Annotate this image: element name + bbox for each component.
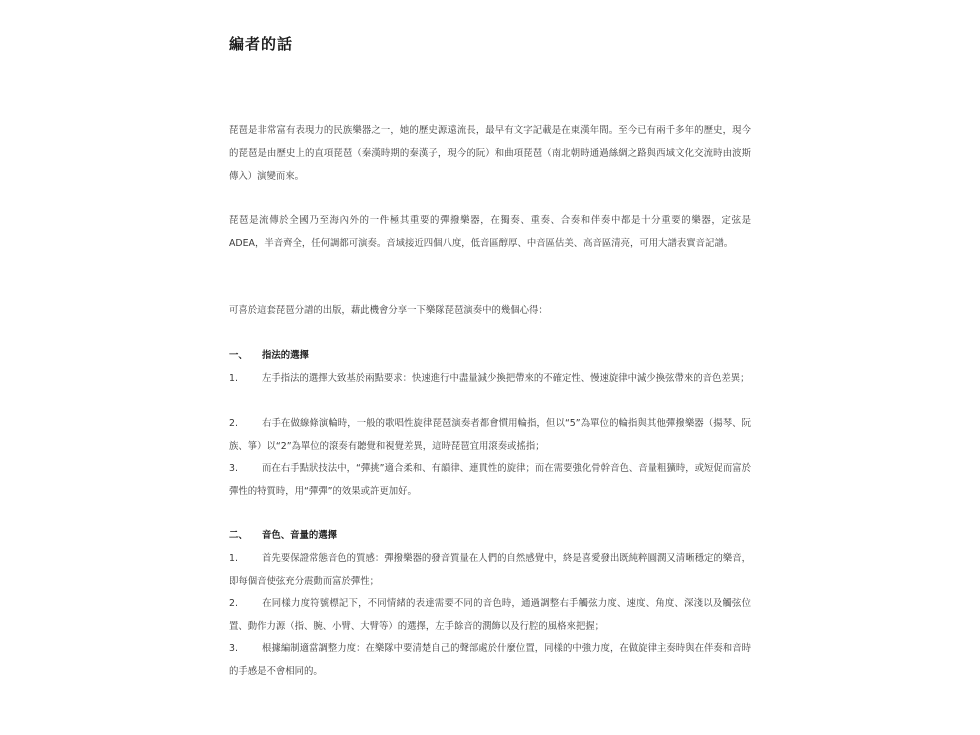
- list-item-text: 左手指法的選擇大致基於兩點要求：快速進行中盡量減少換把帶來的不確定性、慢速旋律中減少換弦帶來的音色差異；: [262, 373, 750, 384]
- section-heading-fingering: [229, 344, 309, 367]
- paragraph-history: 琵琶是非常富有表現力的民族樂器之一，她的歷史源遠流長，最早有文字記載是在東漢年間。至今已有兩千多年的歷史，現今的琵琶是由歷史上的直項琵琶（秦漢時期的秦漢子，現今的阮）和曲項琵琶（南北朝時通過絲綢之路與西域文化交流時由波斯傳入）演變而來。: [229, 125, 751, 182]
- paragraph-intro: 可喜於這套琵琶分譜的出版，藉此機會分享一下樂隊琵琶演奏中的幾個心得：: [229, 305, 548, 316]
- paragraph-instrument: 琵琶是流傳於全國乃至海內外的一件極其重要的彈撥樂器，在獨奏、重奏、合奏和伴奏中都是十分重要的樂器，定弦是ADEA，半音齊全，任何調都可演奏。音域接近四個八度，低音區醇厚、中音區估美、高音區清亮，可用大譜表實音記譜。: [229, 215, 751, 249]
- list-item-text: 右手在做線條演輪時，一般的歌唱性旋律琵琶演奏者都會慣用輪指，但以“5”為單位的輪指與其他彈撥樂器（揚琴、阮族、箏）以“2”為單位的滾奏有聽覺和視覺差異，這時琵琶宜用滾奏或搖指；: [229, 418, 751, 452]
- list-item-index: 3.: [229, 463, 238, 474]
- list-item: [229, 412, 751, 458]
- list-item-text: 根據編制適當調整力度：在樂隊中要清楚自己的聲部處於什麼位置，同樣的中強力度，在做旋律主奏時與在伴奏和音時的手感是不會相同的。: [229, 643, 751, 677]
- page-title: 編者的話: [229, 35, 294, 53]
- list-item: [229, 367, 751, 390]
- list-item-index: 1.: [229, 373, 238, 384]
- list-item: [229, 637, 751, 683]
- list-item-index: 1.: [229, 553, 238, 564]
- section-number: 一、: [229, 350, 248, 361]
- list-item-index: 2.: [229, 418, 238, 429]
- list-item-text: 而在右手點狀技法中，“彈挑”適合柔和、有韻律、連貫性的旋律；而在需要強化骨幹音色、音量粗獷時，或短促而富於彈性的特質時，用“彈彈”的效果或許更加好。: [229, 463, 751, 497]
- section-title: 指法的選擇: [262, 350, 309, 361]
- list-item: [229, 592, 751, 638]
- list-item: [229, 457, 751, 503]
- list-item: [229, 547, 751, 593]
- list-item-index: 2.: [229, 598, 238, 609]
- list-item-index: 3.: [229, 643, 238, 654]
- section-number: 二、: [229, 530, 248, 541]
- section-title: 音色、音量的選擇: [262, 530, 338, 541]
- list-item-text: 首先要保證常態音色的質感：彈撥樂器的發音質量在人們的自然感覺中，終是喜愛發出既純粹圓潤又清晰穩定的樂音，即每個音使弦充分震動而富於彈性；: [229, 553, 751, 587]
- list-item-text: 在同樣力度符號標記下，不同情緒的表達需要不同的音色時，通過調整右手觸弦力度、速度、角度、深淺以及觸弦位置、動作力源（指、腕、小臂、大臂等）的選擇，左手餘音的潤飾以及行腔的風格來把握；: [229, 598, 751, 632]
- section-heading-tone-volume: [229, 524, 337, 547]
